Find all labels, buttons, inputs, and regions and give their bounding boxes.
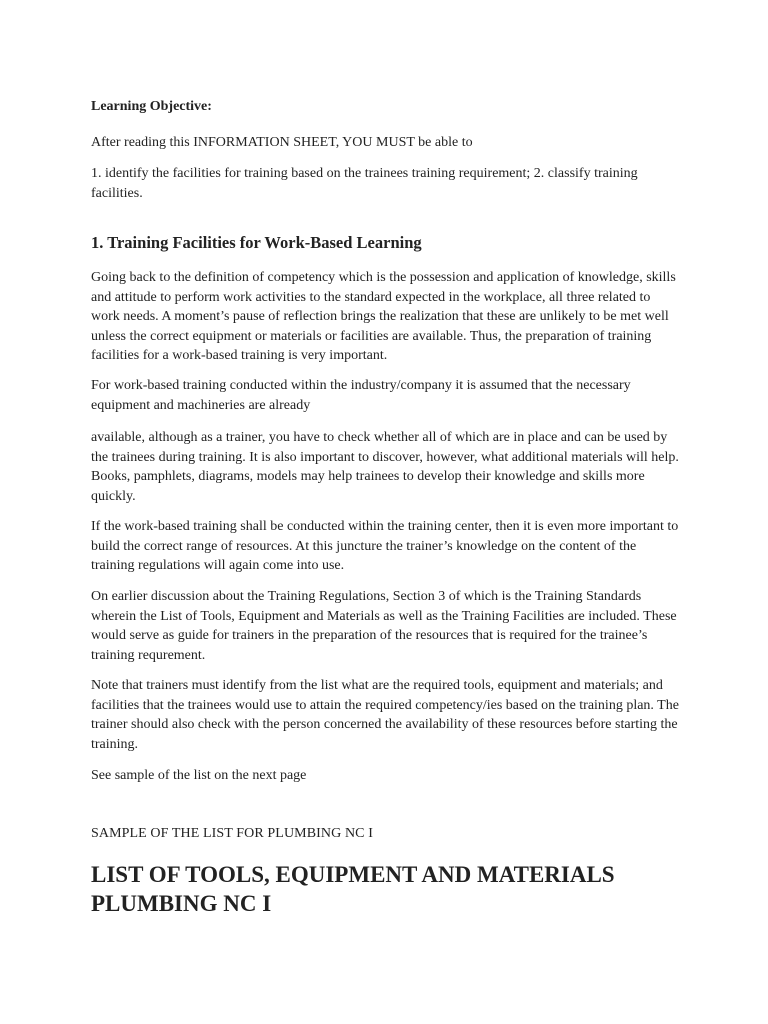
paragraph-training-center: If the work-based training shall be conducted within the training center, then it is even more important to build the correct range of resources. At this juncture the trainer’s knowledge on the content of the training regulations will again come into use. <box>91 519 679 573</box>
list-title: LIST OF TOOLS, EQUIPMENT AND MATERIALS PLUMBING NC I <box>91 862 615 916</box>
paragraph-note: Note that trainers must identify from the list what are the required tools, equipment and materials; and facilities that the trainees would use to attain the required competency/ies based on the training plan. The trainer should also check with the person concerned the availability of these resources before starting the training. <box>91 678 679 752</box>
objective-items: 1. identify the facilities for training based on the trainees training requirement; 2. classify training facilities. <box>91 166 638 201</box>
sample-caption: SAMPLE OF THE LIST FOR PLUMBING NC I <box>91 826 373 841</box>
paragraph-training-regulations: On earlier discussion about the Training Regulations, Section 3 of which is the Training Standards wherein the List of Tools, Equipment and Materials as well as the Training Facilities are included. These would serve as guide for trainers in the preparation of the resources that is required for the trainee’s training requrement. <box>91 589 677 663</box>
paragraph-availability: available, although as a trainer, you have to check whether all of which are in place and can be used by the trainees during training. It is also important to discover, however, what additional materials will help. Books, pamphlets, diagrams, models may help trainees to develop their knowledge and skills more quickly. <box>91 430 679 504</box>
learning-objective-heading: Learning Objective: <box>91 99 212 114</box>
section-heading: 1. Training Facilities for Work-Based Learning <box>91 233 422 252</box>
paragraph-industry: For work-based training conducted within the industry/company it is assumed that the necessary equipment and machineries are already <box>91 378 631 413</box>
objective-intro: After reading this INFORMATION SHEET, YOU MUST be able to <box>91 135 473 150</box>
paragraph-competency: Going back to the definition of competency which is the possession and application of knowledge, skills and attitude to perform work activities to the standard expected in the workplace, all three related to work needs. A moment’s pause of reflection brings the realization that these are unlikely to be met well unless the correct equipment or materials or facilities are available. Thus, the preparation of training facilities for a work-based training is very important. <box>91 270 676 363</box>
paragraph-see-sample: See sample of the list on the next page <box>91 768 307 783</box>
